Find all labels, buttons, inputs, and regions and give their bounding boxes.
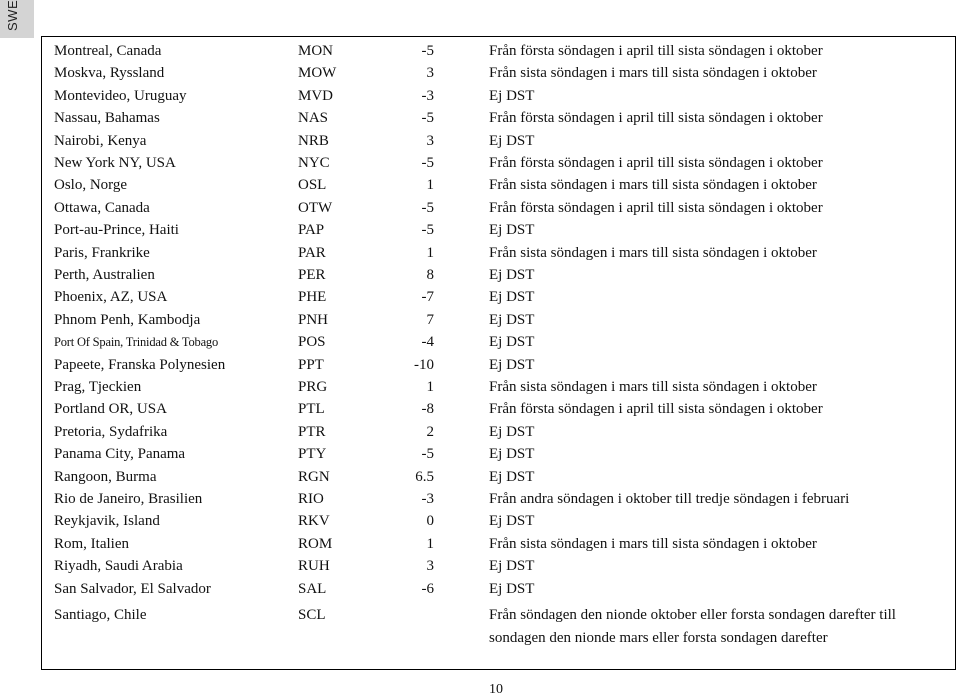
city-cell: Rangoon, Burma [54, 468, 157, 485]
offset-cell: 7 [426, 311, 434, 328]
city-cell: Moskva, Ryssland [54, 65, 165, 82]
offset-cell: -7 [421, 289, 434, 306]
dst-cell: Från sista söndagen i mars till sista söndagen i oktober [489, 65, 817, 82]
code-cell: RUH [298, 558, 330, 575]
city-cell: Riyadh, Saudi Arabia [54, 558, 183, 575]
offset-cell: 1 [426, 244, 434, 261]
city-cell: Montreal, Canada [54, 43, 162, 59]
city-cell: Nassau, Bahamas [54, 110, 160, 127]
code-cell: MOW [298, 65, 337, 82]
dst-cell: Ej DST [489, 580, 535, 597]
city-cell: Pretoria, Sydafrika [54, 423, 168, 440]
city-cell: Port Of Spain, Trinidad & Tobago [54, 335, 219, 350]
offset-cell: 1 [426, 379, 434, 395]
code-cell: OTW [298, 199, 333, 216]
code-cell: NYC [298, 155, 330, 171]
city-cell: Santiago, Chile [54, 607, 147, 623]
dst-cell: Ej DST [489, 356, 535, 373]
offset-cell: 1 [426, 535, 434, 552]
dst-cell: Från första söndagen i april till sista söndagen i oktober [489, 110, 823, 127]
city-cell: Oslo, Norge [54, 177, 128, 194]
offset-cell: -5 [421, 222, 434, 239]
offset-cell: -5 [421, 155, 434, 171]
offset-cell: 0 [426, 513, 434, 530]
dst-cell: Ej DST [489, 468, 535, 485]
code-cell: PTR [298, 423, 326, 440]
city-cell: Nairobi, Kenya [54, 132, 147, 149]
page-number: 10 [489, 682, 503, 697]
city-cell: Port-au-Prince, Haiti [54, 222, 179, 239]
offset-cell: -5 [421, 110, 434, 127]
dst-cell: Ej DST [489, 267, 535, 283]
code-cell: PNH [298, 311, 329, 328]
offset-cell: -10 [414, 356, 434, 373]
offset-cell: 6.5 [415, 468, 434, 485]
dst-cell: Ej DST [489, 222, 535, 239]
code-cell: PPT [298, 356, 324, 373]
city-cell: Montevideo, Uruguay [54, 87, 187, 104]
city-cell: Perth, Australien [54, 267, 155, 283]
city-cell: Prag, Tjeckien [54, 379, 142, 395]
offset-cell: -4 [421, 334, 434, 351]
language-tab-label: SWE [5, 0, 20, 31]
dst-cell: Ej DST [489, 558, 535, 575]
dst-cell: Ej DST [489, 423, 535, 440]
offset-cell: 8 [426, 267, 434, 283]
offset-cell: 1 [426, 177, 434, 194]
city-cell: Ottawa, Canada [54, 199, 150, 216]
code-cell: RKV [298, 513, 330, 530]
dst-cell: Ej DST [489, 446, 535, 463]
offset-cell: -5 [421, 43, 434, 59]
code-cell: MON [298, 43, 334, 59]
code-cell: RGN [298, 468, 330, 485]
dst-cell: Från söndagen den nionde oktober eller forsta sondagen darefter till sondagen den nionde mars eller forsta sondagen darefter [489, 607, 896, 646]
code-cell: NAS [298, 110, 329, 127]
offset-cell: -5 [421, 446, 434, 463]
dst-cell: Ej DST [489, 334, 535, 351]
dst-cell: Från första söndagen i april till sista söndagen i oktober [489, 43, 823, 59]
city-cell: Rio de Janeiro, Brasilien [54, 491, 203, 507]
offset-cell: -6 [421, 580, 434, 597]
code-cell: OSL [298, 177, 327, 194]
dst-cell: Från sista söndagen i mars till sista söndagen i oktober [489, 535, 817, 552]
city-cell: Paris, Frankrike [54, 244, 150, 261]
language-tab [0, 0, 34, 38]
offset-cell: -8 [421, 401, 434, 418]
city-cell: Papeete, Franska Polynesien [54, 356, 226, 373]
dst-cell: Från andra söndagen i oktober till tredje söndagen i februari [489, 491, 850, 507]
code-cell: POS [298, 334, 326, 351]
code-cell: PER [298, 267, 326, 283]
dst-cell: Från första söndagen i april till sista söndagen i oktober [489, 199, 823, 216]
city-cell: Panama City, Panama [54, 446, 186, 463]
code-cell: PTY [298, 446, 327, 463]
code-cell: NRB [298, 132, 329, 149]
dst-cell: Från sista söndagen i mars till sista söndagen i oktober [489, 244, 817, 261]
timezone-table [41, 36, 956, 670]
dst-cell: Ej DST [489, 87, 535, 104]
code-cell: PRG [298, 379, 328, 395]
offset-cell: -3 [421, 491, 434, 507]
code-cell: MVD [298, 87, 334, 104]
offset-cell: 2 [426, 423, 434, 440]
offset-cell: 3 [426, 65, 434, 82]
city-cell: Phoenix, AZ, USA [54, 289, 168, 306]
dst-cell: Ej DST [489, 289, 535, 306]
dst-cell: Ej DST [489, 513, 535, 530]
dst-cell: Från första söndagen i april till sista söndagen i oktober [489, 401, 823, 418]
dst-cell: Från sista söndagen i mars till sista söndagen i oktober [489, 379, 817, 395]
code-cell: PTL [298, 401, 325, 418]
city-cell: San Salvador, El Salvador [54, 580, 211, 597]
city-cell: New York NY, USA [54, 155, 176, 171]
offset-cell: -3 [421, 87, 434, 104]
offset-cell: 3 [426, 132, 434, 149]
offset-cell: -5 [421, 199, 434, 216]
code-cell: ROM [298, 535, 333, 552]
dst-cell: Ej DST [489, 311, 535, 328]
code-cell: PHE [298, 289, 327, 306]
code-cell: PAR [298, 244, 326, 261]
city-cell: Rom, Italien [54, 535, 129, 552]
code-cell: SCL [298, 607, 326, 623]
code-cell: RIO [298, 491, 324, 507]
dst-cell: Från sista söndagen i mars till sista söndagen i oktober [489, 177, 817, 194]
dst-cell: Ej DST [489, 132, 535, 149]
offset-cell: 3 [426, 558, 434, 575]
city-cell: Reykjavik, Island [54, 513, 160, 530]
city-cell: Portland OR, USA [54, 401, 167, 418]
city-cell: Phnom Penh, Kambodja [54, 311, 201, 328]
dst-cell: Från första söndagen i april till sista söndagen i oktober [489, 155, 823, 171]
code-cell: SAL [298, 580, 327, 597]
code-cell: PAP [298, 222, 325, 239]
